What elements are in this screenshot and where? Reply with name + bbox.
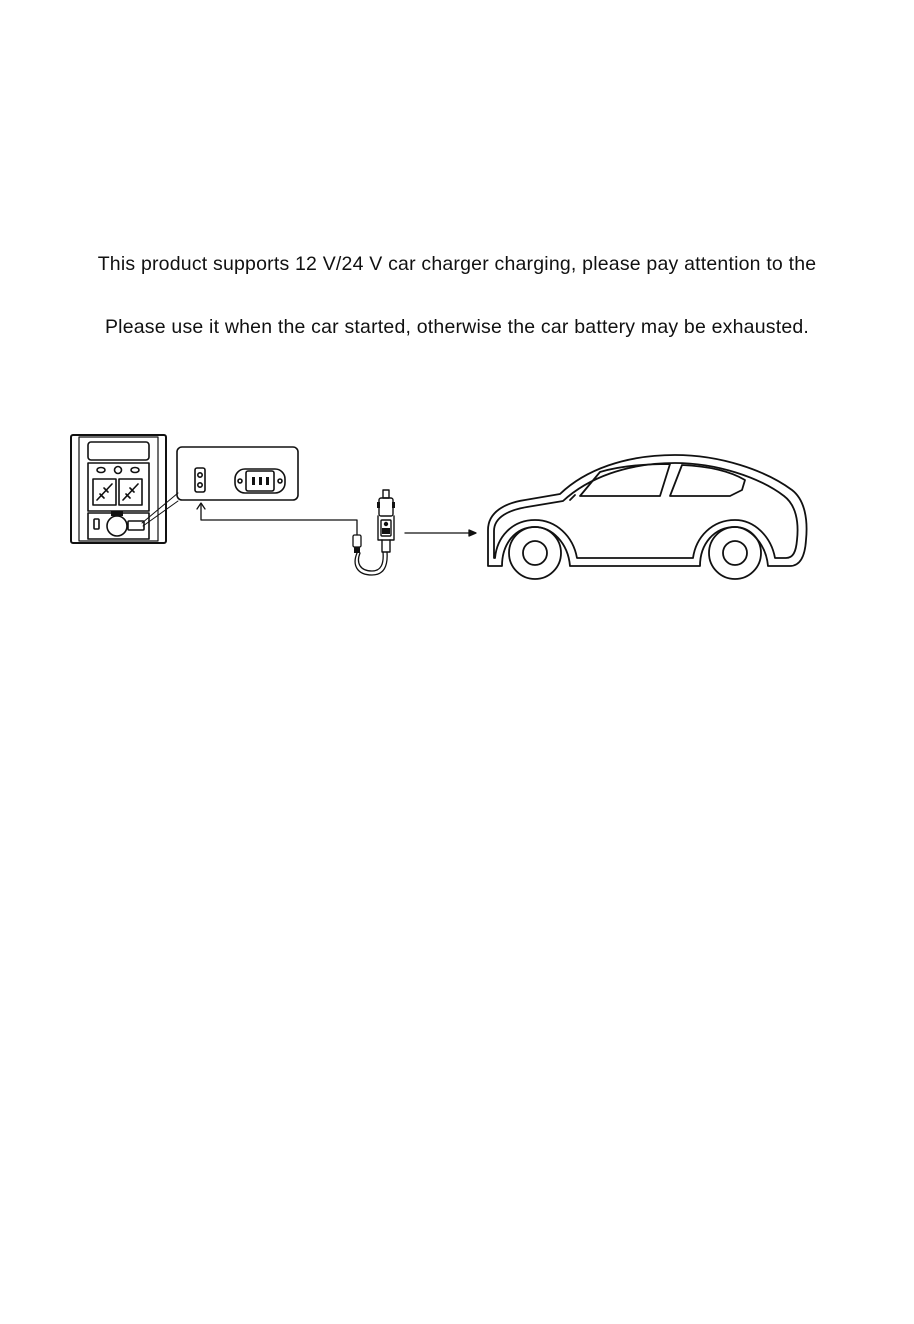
car-charger-plug <box>377 490 395 552</box>
direction-arrow <box>405 530 476 536</box>
instruction-line-2: Please use it when the car started, otherwise the car battery may be exhausted. <box>104 316 810 338</box>
zoom-leader-lines <box>142 493 178 526</box>
car-illustration <box>488 455 807 579</box>
charging-cable <box>197 503 387 575</box>
power-station-device <box>71 435 166 543</box>
car-charging-diagram <box>0 420 914 600</box>
input-panel-zoom <box>177 447 298 500</box>
instruction-line-1: This product supports 12 V/24 V car charger charging, please pay attention to the <box>97 253 817 275</box>
